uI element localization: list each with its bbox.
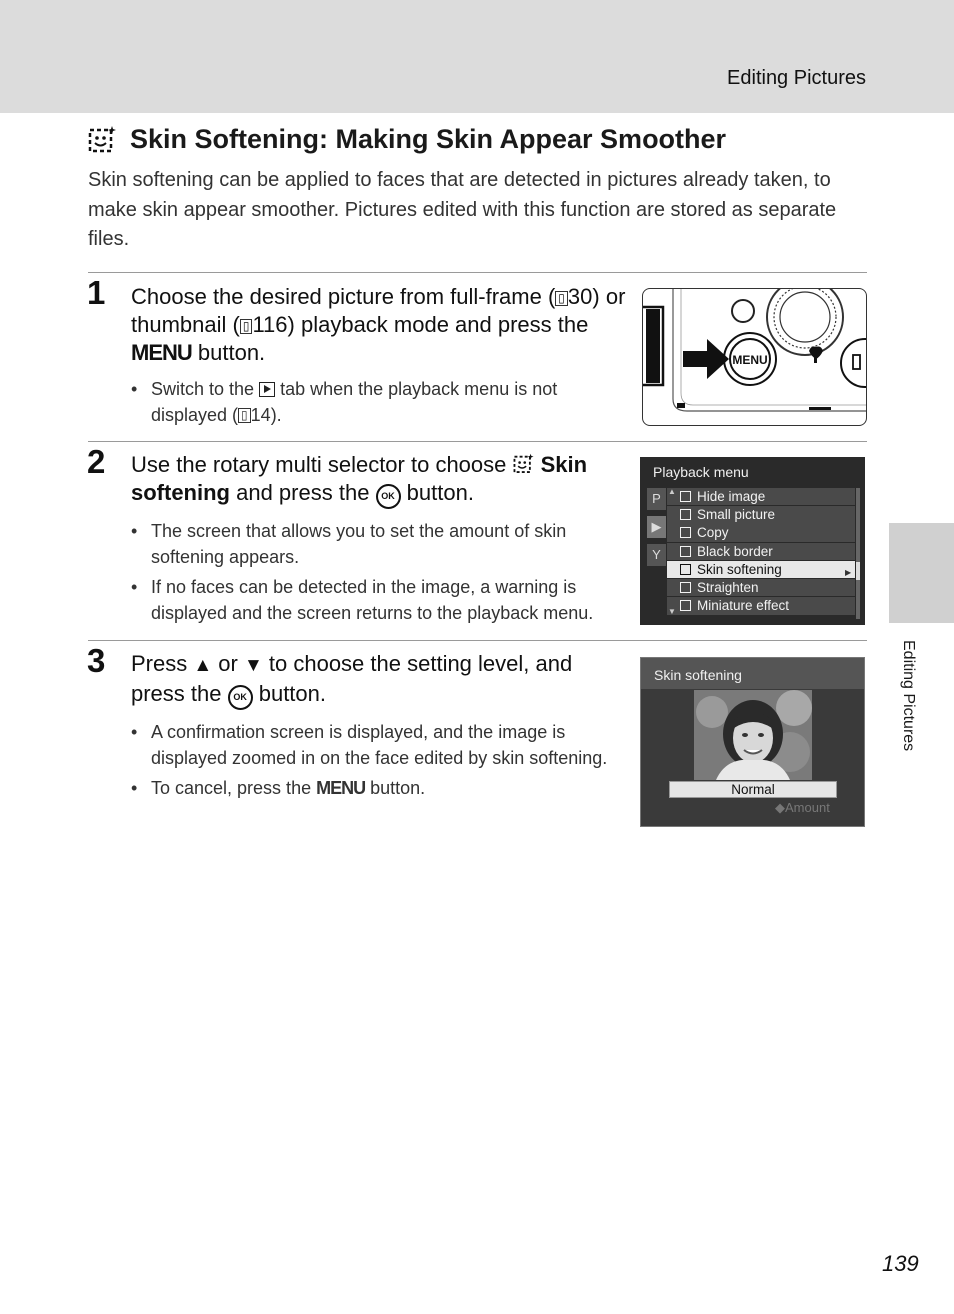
section-title-text: Skin Softening: Making Skin Appear Smoother [130, 124, 727, 154]
step-3-heading: Press ▲ or ▼ to choose the setting level, and press the OK button. [131, 650, 626, 710]
running-header: Editing Pictures [727, 67, 866, 89]
down-arrow-icon: ▼ [243, 655, 263, 676]
skin-softening-icon [513, 453, 535, 475]
side-tab-text: Editing Pictures [900, 640, 917, 752]
step-3 [131, 650, 626, 807]
menu-item-copy: Copy [667, 524, 855, 541]
bullet-item: • Switch to the tab when the playback menu is not displayed ( ▯ 14). [131, 377, 626, 428]
small-picture-icon [680, 509, 691, 520]
playback-tab-icon [259, 382, 275, 397]
menu-button-glyph: MENU [131, 340, 192, 365]
skin-softening-screen [640, 657, 865, 827]
book-ref-icon: ▯ [240, 319, 253, 334]
bullet-item: • To cancel, press the MENU button. [131, 776, 626, 802]
menu-item-miniature-effect: Miniature effect [667, 597, 855, 614]
menu-item-skin-softening: Skin softening [667, 561, 855, 578]
menu-item-small-picture: Small picture [667, 506, 855, 523]
camera-back-drawing [643, 289, 867, 426]
menu-button-glyph: MENU [316, 778, 366, 798]
scroll-down-icon: ▼ [668, 607, 676, 616]
up-arrow-icon: ▲ [193, 655, 213, 676]
step-1-heading: Choose the desired picture from full-frame ( ▯ 30) or thumbnail ( ▯ 116) playback mode and press the MENU button. [131, 284, 626, 365]
menu-tabs [647, 488, 666, 619]
submenu-arrow-icon: ▶ [845, 568, 852, 577]
side-tab [889, 523, 954, 623]
step-1 [131, 283, 626, 433]
divider [88, 272, 867, 273]
step-number: 1 [87, 274, 106, 311]
ok-button-glyph: OK [228, 685, 253, 710]
hide-image-icon [680, 491, 691, 502]
straighten-icon [680, 582, 691, 593]
black-border-icon [680, 546, 691, 557]
shooting-tab: P [647, 488, 666, 510]
portrait-photo [694, 690, 812, 780]
step-3-bullets [131, 720, 626, 802]
page-number: 139 [882, 1251, 919, 1276]
menu-list [667, 488, 855, 615]
step-number: 3 [87, 642, 106, 679]
step-number: 2 [87, 443, 106, 480]
softening-level: Normal [669, 781, 837, 798]
miniature-effect-icon [680, 600, 691, 611]
screen-title: Playback menu [653, 464, 749, 480]
scrollbar-thumb [856, 562, 860, 580]
scroll-up-icon: ▲ [668, 487, 676, 496]
up-down-selector-icon: ◆ [775, 800, 785, 815]
setup-tab: Y [647, 544, 666, 566]
book-ref-icon: ▯ [238, 408, 251, 423]
bullet-item: • A confirmation screen is displayed, and the image is displayed zoomed in on the face edited by skin softening. [131, 720, 626, 771]
step-2-heading: Use the rotary multi selector to choose Skin softening and press the OK button. [131, 451, 626, 509]
menu-item-hide-image: Hide image [667, 488, 855, 505]
copy-icon [680, 527, 691, 538]
scrollbar [856, 488, 860, 619]
bullet-item: • If no faces can be detected in the image, a warning is displayed and the screen returns to the playback menu. [131, 575, 626, 626]
divider [88, 441, 867, 442]
book-ref-icon: ▯ [555, 291, 568, 306]
step-2-bullets [131, 519, 626, 626]
playback-tab: ▶ [647, 516, 666, 538]
playback-menu-screen [640, 457, 865, 625]
face-preview-image [694, 690, 812, 780]
svg-text:MENU: MENU [732, 353, 768, 367]
intro-paragraph: Skin softening can be applied to faces that are detected in pictures already taken, to make skin appear smoother. Pictures edited with this function are stored as separate files. [88, 169, 837, 250]
section-title [88, 124, 726, 155]
ok-button-glyph: OK [376, 484, 401, 509]
menu-item-straighten: Straighten [667, 579, 855, 596]
divider [88, 640, 867, 641]
camera-illustration [642, 288, 867, 426]
screen-title: Skin softening [654, 667, 742, 683]
amount-hint: ◆Amount [775, 800, 830, 815]
step-1-bullets [131, 377, 626, 428]
bullet-item: • The screen that allows you to set the amount of skin softening appears. [131, 519, 626, 570]
menu-item-black-border: Black border [667, 543, 855, 560]
header-band [0, 0, 954, 113]
side-tab-label [897, 640, 927, 780]
skin-softening-icon [680, 564, 691, 575]
step-2 [131, 451, 626, 631]
skin-softening-icon [88, 125, 118, 155]
